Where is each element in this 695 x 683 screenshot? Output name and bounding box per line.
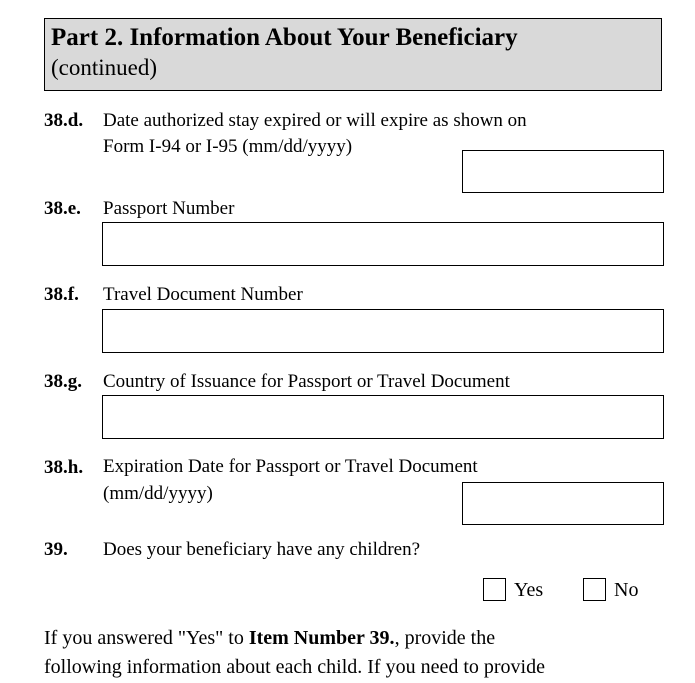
part-2-header	[44, 18, 662, 91]
part-subtitle: (continued)	[51, 55, 158, 80]
item-number-39: 39.	[44, 539, 68, 560]
item-38h-label-line2: (mm/dd/yyyy)	[103, 483, 213, 504]
item-38h-label-line1: Expiration Date for Passport or Travel Document	[103, 456, 478, 477]
children-yes-checkbox[interactable]	[483, 578, 506, 601]
item-number-38e: 38.e.	[44, 198, 81, 219]
item-39-label: Does your beneficiary have any children?	[103, 539, 421, 560]
part-title: Part 2. Information About Your Beneficiary	[51, 24, 518, 51]
item-number-38g: 38.g.	[44, 371, 82, 392]
passport-number-field[interactable]	[102, 222, 664, 266]
item-38d-label-line2: Form I-94 or I-95 (mm/dd/yyyy)	[103, 136, 353, 157]
instruction-suffix: , provide the	[394, 627, 496, 649]
item-number-38f: 38.f.	[44, 284, 79, 305]
item-38e-label: Passport Number	[103, 198, 235, 219]
country-of-issuance-field[interactable]	[102, 395, 664, 439]
instruction-line-1	[44, 624, 495, 653]
item-number-38h: 38.h.	[44, 457, 84, 478]
authorized-stay-expiry-date-field[interactable]	[462, 150, 664, 193]
instruction-prefix: If you answered "Yes" to	[44, 627, 249, 649]
item-38d-label-line1: Date authorized stay expired or will expire as shown on	[103, 110, 527, 131]
children-no-checkbox[interactable]	[583, 578, 606, 601]
children-no-label: No	[614, 579, 639, 601]
instruction-item-reference: Item Number 39.	[248, 627, 395, 649]
children-yes-label: Yes	[514, 579, 544, 601]
instruction-line-2: following information about each child. If you need to provide	[44, 656, 545, 678]
item-number-38d: 38.d.	[44, 110, 84, 131]
travel-document-number-field[interactable]	[102, 309, 664, 353]
item-38f-label: Travel Document Number	[103, 284, 303, 305]
passport-expiration-date-field[interactable]	[462, 482, 664, 525]
item-38g-label: Country of Issuance for Passport or Travel Document	[103, 371, 510, 392]
